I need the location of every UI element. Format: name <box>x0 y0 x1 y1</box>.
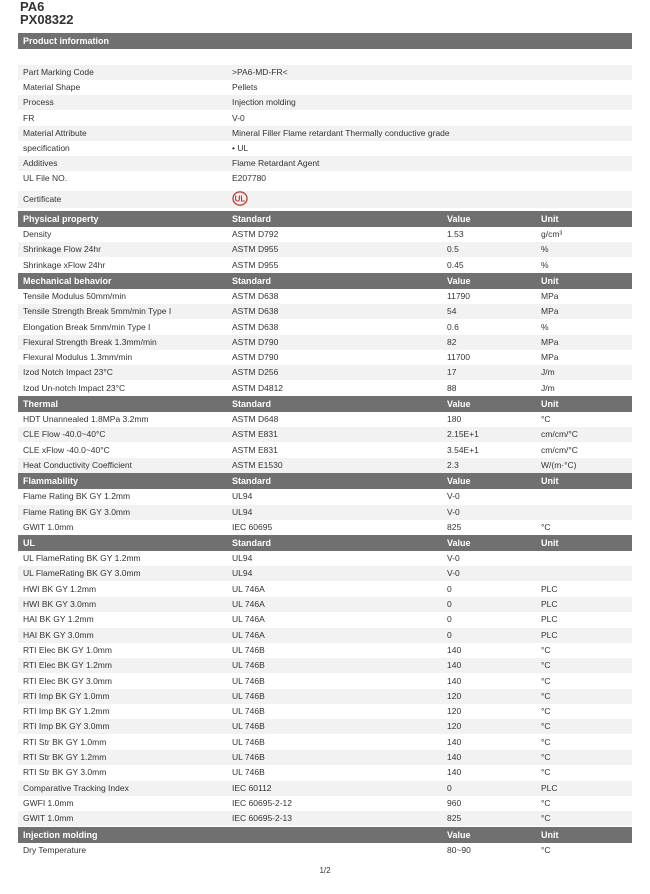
property-name: Heat Conductivity Coefficient <box>23 459 132 470</box>
property-name: RTI Elec BK GY 1.2mm <box>23 660 112 671</box>
info-label: specification <box>23 143 70 153</box>
property-name: GWFI 1.0mm <box>23 797 74 808</box>
section-title: UL <box>23 538 35 549</box>
property-standard: UL94 <box>232 491 253 502</box>
property-unit: PLC <box>541 599 558 609</box>
property-unit: J/m <box>541 382 555 393</box>
column-header-standard: Standard <box>232 538 272 549</box>
info-value: • UL <box>232 143 249 153</box>
property-unit: °C <box>541 797 551 808</box>
info-value: E207780 <box>232 173 267 184</box>
property-name: GWIT 1.0mm <box>23 813 74 824</box>
property-standard: ASTM D648 <box>232 414 279 424</box>
property-standard: ASTM D790 <box>232 352 279 363</box>
table-row <box>18 551 632 566</box>
property-unit: PLC <box>541 614 558 625</box>
certificate-row <box>18 191 632 208</box>
property-standard: UL 746B <box>232 736 265 747</box>
info-row <box>18 111 632 126</box>
property-standard: ASTM D955 <box>232 244 279 255</box>
table-row <box>18 582 632 597</box>
info-label: FR <box>23 112 35 123</box>
property-name: Tensile Strength Break 5mm/min Type I <box>23 306 172 317</box>
property-value: 825 <box>447 813 462 824</box>
info-label: Material Attribute <box>23 127 87 138</box>
property-value: 17 <box>447 367 457 378</box>
property-value: 140 <box>447 752 462 762</box>
column-header-value: Value <box>447 275 471 286</box>
property-unit: cm/cm/°C <box>541 429 578 440</box>
product-code: PX08322 <box>20 12 74 27</box>
property-value: 82 <box>447 336 457 347</box>
info-value: V-0 <box>232 112 245 123</box>
property-standard: ASTM D256 <box>232 367 279 378</box>
property-value: V-0 <box>447 491 460 502</box>
info-row <box>18 141 632 156</box>
property-standard: UL 746B <box>232 752 265 762</box>
property-standard: UL 746B <box>232 644 265 655</box>
table-row <box>18 612 632 627</box>
property-name: CLE xFlow -40.0~40°C <box>23 444 110 455</box>
property-value: 88 <box>447 382 457 393</box>
table-row <box>18 781 632 796</box>
table-row <box>18 689 632 704</box>
info-label: Part Marking Code <box>23 67 94 77</box>
property-unit: °C <box>541 660 551 671</box>
property-unit: PLC <box>541 583 558 594</box>
property-value: 0.5 <box>447 244 459 255</box>
property-standard: UL 746A <box>232 583 265 594</box>
column-header-unit: Unit <box>541 829 559 840</box>
property-value: 80~90 <box>447 844 471 855</box>
property-name: Izod Un-notch Impact 23°C <box>23 382 126 393</box>
property-value: 11700 <box>447 352 471 363</box>
column-header-unit: Unit <box>541 275 559 286</box>
section-title: Physical property <box>23 214 99 224</box>
table-row <box>18 365 632 380</box>
table-row <box>18 242 632 257</box>
property-unit: °C <box>541 767 551 778</box>
column-header-value: Value <box>447 399 471 409</box>
table-row <box>18 505 632 520</box>
column-header-unit: Unit <box>541 538 559 549</box>
property-unit: % <box>541 244 549 255</box>
info-label: Additives <box>23 158 58 169</box>
property-unit: °C <box>541 675 551 686</box>
property-standard: ASTM E831 <box>232 429 278 440</box>
property-unit: °C <box>541 752 551 762</box>
property-name: CLE Flow -40.0~40°C <box>23 429 106 440</box>
property-standard: UL 746B <box>232 690 265 701</box>
property-value: 960 <box>447 797 462 808</box>
table-row <box>18 674 632 689</box>
column-header-unit: Unit <box>541 214 559 224</box>
property-value: 140 <box>447 675 462 686</box>
column-header-unit: Unit <box>541 399 559 409</box>
property-standard: UL94 <box>232 506 253 517</box>
table-row <box>18 227 632 242</box>
property-name: Izod Notch Impact 23°C <box>23 367 113 378</box>
info-row <box>18 95 632 110</box>
property-value: V-0 <box>447 506 460 517</box>
property-unit: % <box>541 259 549 270</box>
property-unit: °C <box>541 736 551 747</box>
property-standard: IEC 60112 <box>232 782 272 793</box>
property-name: RTI Imp BK GY 3.0mm <box>23 721 110 732</box>
property-standard: IEC 60695-2-12 <box>232 797 293 808</box>
property-unit: MPa <box>541 336 559 347</box>
property-name: Flame Rating BK GY 1.2mm <box>23 491 131 502</box>
property-value: 140 <box>447 767 462 778</box>
property-unit: MPa <box>541 352 559 363</box>
column-header-value: Value <box>447 476 471 487</box>
property-value: 1.53 <box>447 229 464 239</box>
property-name: HAI BK GY 3.0mm <box>23 629 94 640</box>
property-value: 0 <box>447 782 452 793</box>
property-value: 120 <box>447 706 462 717</box>
table-row <box>18 289 632 304</box>
table-row <box>18 320 632 335</box>
info-value: Mineral Filler Flame retardant Thermally conductive grade <box>232 127 450 138</box>
table-row <box>18 628 632 643</box>
property-unit: PLC <box>541 782 558 793</box>
table-row <box>18 427 632 442</box>
property-value: 0 <box>447 629 452 640</box>
column-header-standard: Standard <box>232 275 272 286</box>
property-value: 140 <box>447 660 462 671</box>
column-header-unit: Unit <box>541 476 559 487</box>
property-standard: UL 746B <box>232 721 265 732</box>
table-row <box>18 489 632 504</box>
property-name: Density <box>23 229 52 239</box>
property-standard: UL 746B <box>232 675 265 686</box>
property-value: 0 <box>447 599 452 609</box>
property-name: UL FlameRating BK GY 3.0mm <box>23 568 141 579</box>
info-value: Pellets <box>232 82 258 93</box>
section-header-flammability <box>18 473 632 489</box>
property-name: RTI Imp BK GY 1.0mm <box>23 690 110 701</box>
property-standard: UL94 <box>232 568 253 579</box>
property-standard: ASTM D790 <box>232 336 279 347</box>
section-header-thermal <box>18 396 632 412</box>
section-header-physical-property <box>18 211 632 227</box>
property-unit: g/cm³ <box>541 229 563 239</box>
property-value: 180 <box>447 414 462 424</box>
table-row <box>18 719 632 734</box>
property-name: Flexural Strength Break 1.3mm/min <box>23 336 157 347</box>
info-label: Material Shape <box>23 82 81 93</box>
info-value: Injection molding <box>232 97 296 108</box>
property-value: 0.6 <box>447 321 459 332</box>
property-name: Shrinkage xFlow 24hr <box>23 259 106 270</box>
property-unit: °C <box>541 706 551 717</box>
certificate-label: Certificate <box>23 194 62 204</box>
property-standard: IEC 60695 <box>232 521 273 532</box>
property-standard: UL 746B <box>232 660 265 671</box>
property-value: 2.15E+1 <box>447 429 479 440</box>
property-value: 140 <box>447 644 462 655</box>
property-value: 0 <box>447 583 452 594</box>
property-name: GWIT 1.0mm <box>23 521 74 532</box>
info-row <box>18 80 632 95</box>
table-row <box>18 658 632 673</box>
property-value: 2.3 <box>447 459 459 470</box>
property-name: Flame Rating BK GY 3.0mm <box>23 506 131 517</box>
info-label: UL File NO. <box>23 173 68 184</box>
property-standard: ASTM D638 <box>232 321 279 332</box>
property-value: 0 <box>447 614 452 625</box>
property-name: HAI BK GY 1.2mm <box>23 614 94 625</box>
property-standard: UL 746A <box>232 599 265 609</box>
section-header-injection-molding <box>18 827 632 843</box>
property-name: RTI Str BK GY 1.2mm <box>23 752 107 762</box>
section-title: Mechanical behavior <box>23 275 112 286</box>
property-value: 120 <box>447 690 462 701</box>
column-header-standard: Standard <box>232 214 272 224</box>
section-title: Flammability <box>23 476 79 487</box>
table-row <box>18 335 632 350</box>
property-unit: °C <box>541 844 551 855</box>
section-title: Thermal <box>23 399 59 409</box>
property-value: 0.45 <box>447 259 464 270</box>
section-header-ul <box>18 535 632 551</box>
table-row <box>18 304 632 319</box>
table-row <box>18 735 632 750</box>
property-standard: ASTM D955 <box>232 259 279 270</box>
info-value: Flame Retardant Agent <box>232 158 320 169</box>
property-name: Shrinkage Flow 24hr <box>23 244 101 255</box>
page-number: 1/2 <box>319 866 331 875</box>
property-standard: ASTM D4812 <box>232 382 284 393</box>
property-name: RTI Elec BK GY 3.0mm <box>23 675 112 686</box>
product-name: PA6 <box>20 0 45 14</box>
ul-mark-text: UL <box>234 194 246 204</box>
property-value: 3.54E+1 <box>447 444 479 455</box>
property-name: Elongation Break 5mm/min Type I <box>23 321 151 332</box>
property-standard: UL94 <box>232 553 253 564</box>
property-unit: % <box>541 321 549 332</box>
info-header-title: Product information <box>23 36 109 46</box>
table-row <box>18 258 632 273</box>
table-row <box>18 811 632 826</box>
property-unit: PLC <box>541 629 558 640</box>
table-row <box>18 597 632 612</box>
property-standard: ASTM E831 <box>232 444 278 455</box>
property-value: V-0 <box>447 553 460 564</box>
property-value: 825 <box>447 521 462 532</box>
info-row <box>18 171 632 186</box>
property-name: Dry Temperature <box>23 844 87 855</box>
property-unit: MPa <box>541 306 559 317</box>
column-header-standard: Standard <box>232 399 272 409</box>
property-standard: ASTM D638 <box>232 290 279 301</box>
property-unit: W/(m·°C) <box>541 459 577 470</box>
property-standard: IEC 60695-2-13 <box>232 813 293 824</box>
info-row <box>18 156 632 171</box>
section-title: Injection molding <box>23 829 98 840</box>
column-header-value: Value <box>447 214 471 224</box>
property-name: UL FlameRating BK GY 1.2mm <box>23 553 141 564</box>
property-unit: °C <box>541 521 551 532</box>
property-standard: UL 746B <box>232 767 265 778</box>
property-name: HWI BK GY 3.0mm <box>23 599 97 609</box>
column-header-standard: Standard <box>232 476 272 487</box>
property-unit: °C <box>541 721 551 732</box>
property-value: 11790 <box>447 290 471 301</box>
table-row <box>18 443 632 458</box>
table-row <box>18 412 632 427</box>
section-header-mechanical-behavior <box>18 273 632 289</box>
property-unit: °C <box>541 644 551 655</box>
column-header-value: Value <box>447 538 471 549</box>
property-standard: ASTM D638 <box>232 306 279 317</box>
property-unit: °C <box>541 813 551 824</box>
info-row <box>18 65 632 80</box>
table-row <box>18 765 632 780</box>
table-row <box>18 704 632 719</box>
ul-mark-icon <box>232 191 248 212</box>
property-value: 54 <box>447 306 457 317</box>
column-header-value: Value <box>447 829 471 840</box>
property-unit: J/m <box>541 367 555 378</box>
property-name: HWI BK GY 1.2mm <box>23 583 97 594</box>
property-name: RTI Imp BK GY 1.2mm <box>23 706 110 717</box>
info-value: >PA6-MD-FR< <box>232 67 288 77</box>
property-standard: UL 746B <box>232 706 265 717</box>
property-value: 140 <box>447 736 462 747</box>
property-standard: ASTM D792 <box>232 229 279 239</box>
property-name: RTI Str BK GY 3.0mm <box>23 767 107 778</box>
property-name: Comparative Tracking Index <box>23 782 129 793</box>
property-standard: UL 746A <box>232 614 265 625</box>
property-name: RTI Str BK GY 1.0mm <box>23 736 107 747</box>
table-row <box>18 796 632 811</box>
property-name: Flexural Modulus 1.3mm/min <box>23 352 133 363</box>
property-unit: °C <box>541 690 551 701</box>
table-row <box>18 458 632 473</box>
table-row <box>18 520 632 535</box>
property-value: V-0 <box>447 568 460 579</box>
info-row <box>18 126 632 141</box>
table-row <box>18 750 632 765</box>
table-row <box>18 843 632 858</box>
property-name: Tensile Modulus 50mm/min <box>23 290 126 301</box>
property-name: HDT Unannealed 1.8MPa 3.2mm <box>23 414 149 424</box>
property-unit: MPa <box>541 290 559 301</box>
table-row <box>18 381 632 396</box>
table-row <box>18 566 632 581</box>
property-unit: cm/cm/°C <box>541 444 578 455</box>
property-name: RTI Elec BK GY 1.0mm <box>23 644 112 655</box>
property-unit: °C <box>541 414 551 424</box>
info-header-bar <box>18 33 632 49</box>
table-row <box>18 643 632 658</box>
property-standard: UL 746A <box>232 629 265 640</box>
property-standard: ASTM E1530 <box>232 459 283 470</box>
info-label: Process <box>23 97 54 108</box>
table-row <box>18 350 632 365</box>
property-value: 120 <box>447 721 462 732</box>
